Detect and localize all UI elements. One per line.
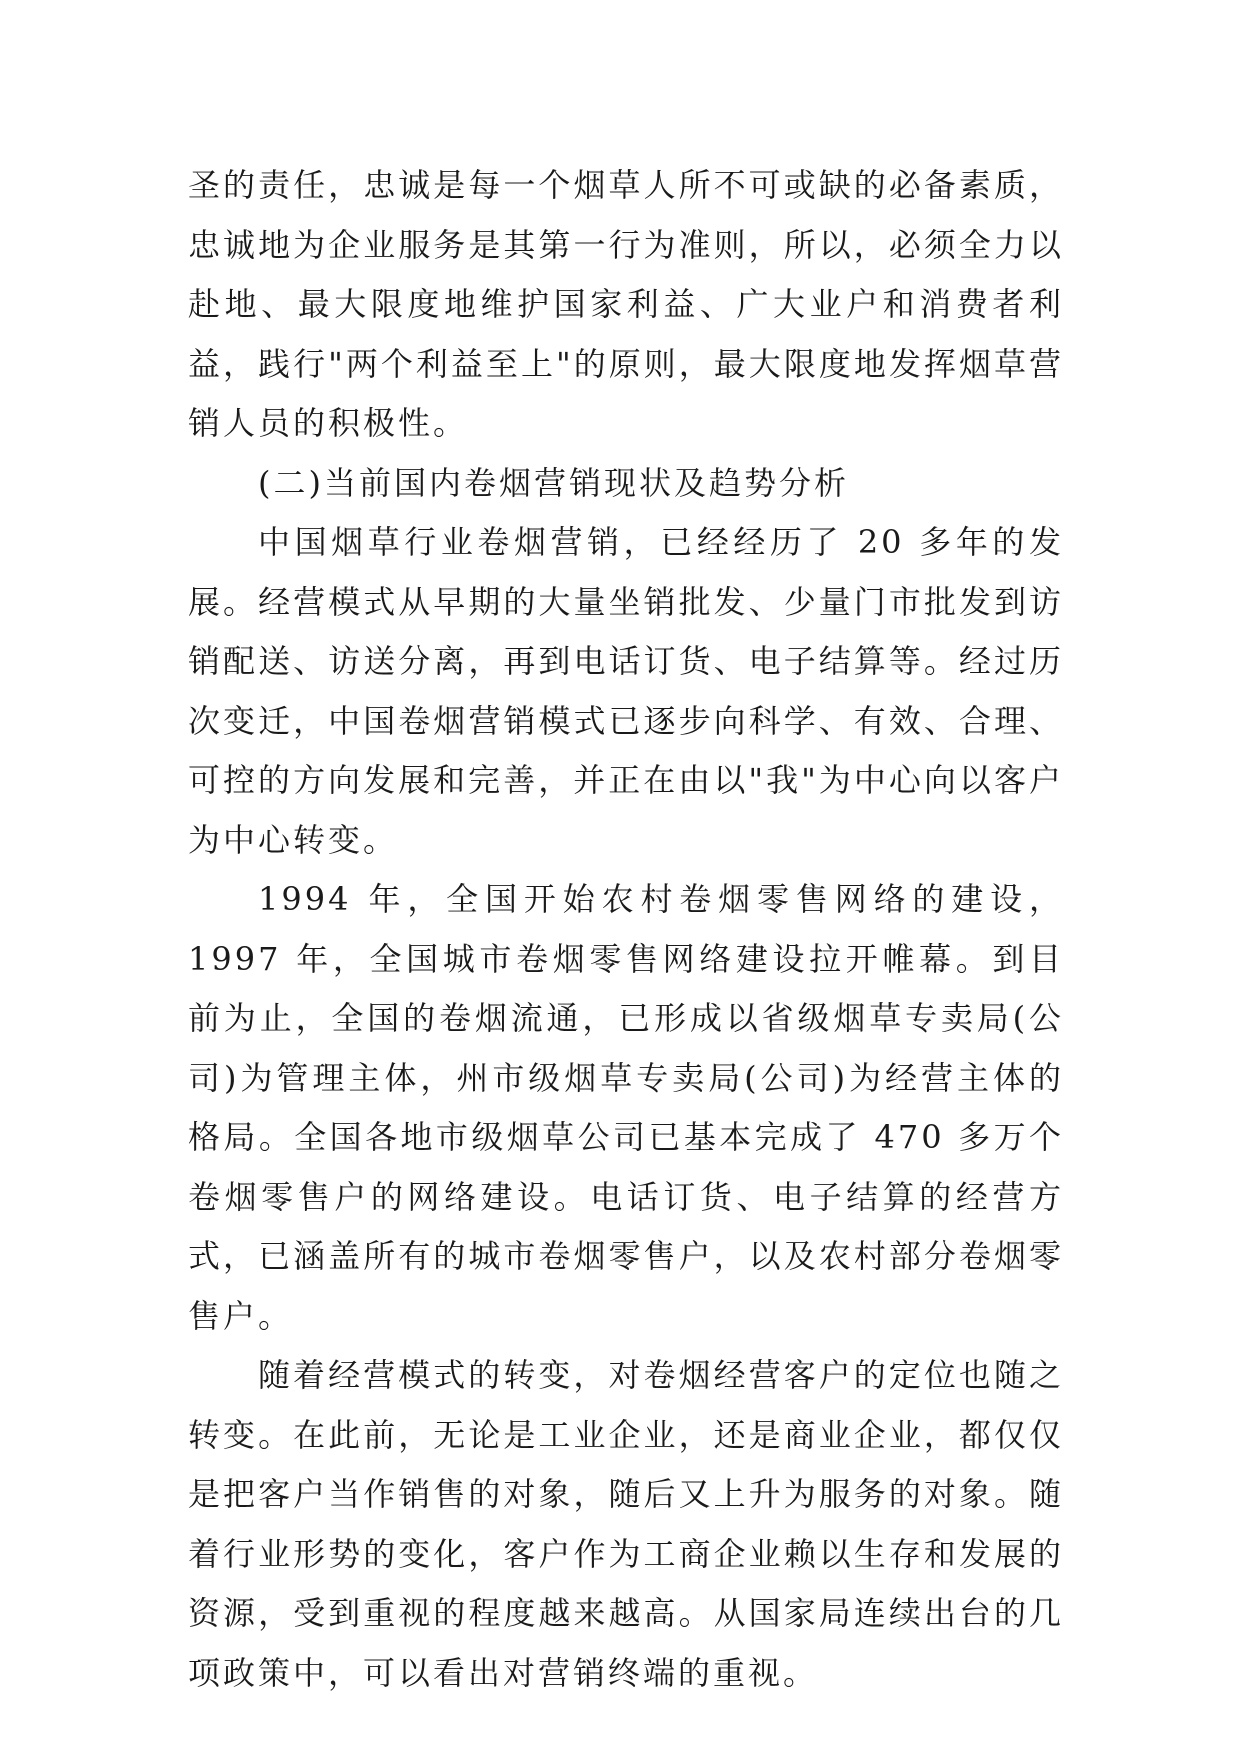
document-body (188, 156, 1064, 1703)
paragraph-continuation: 圣的责任，忠诚是每一个烟草人所不可或缺的必备素质，忠诚地为企业服务是其第一行为准则，所以，必须全力以赴地、最大限度地维护国家利益、广大业户和消费者利益，践行"两个利益至上"的原则，最大限度地发挥烟草营销人员的积极性。 (188, 166, 1064, 442)
section-heading: (二)当前国内卷烟营销现状及趋势分析 (258, 463, 849, 502)
paragraph-retail-network: 1994 年，全国开始农村卷烟零售网络的建设，1997 年，全国城市卷烟零售网络建设拉开帷幕。到目前为止，全国的卷烟流通，已形成以省级烟草专卖局(公司)为管理主体，州市级烟草专卖局(公司)为经营主体的格局。全国各地市级烟草公司已基本完成了 470 多万个卷烟零售户的网络建设。电话订货、电子结算的经营方式，已涵盖所有的城市卷烟零售户，以及农村部分卷烟零售户。 (188, 880, 1064, 1335)
paragraph-marketing-history: 中国烟草行业卷烟营销，已经经历了 20 多年的发展。经营模式从早期的大量坐销批发、少量门市批发到访销配送、访送分离，再到电话订货、电子结算等。经过历次变迁，中国卷烟营销模式已逐步向科学、有效、合理、可控的方向发展和完善，并正在由以"我"为中心向以客户为中心转变。 (188, 523, 1064, 859)
paragraph-customer-positioning: 随着经营模式的转变，对卷烟经营客户的定位也随之转变。在此前，无论是工业企业，还是商业企业，都仅仅是把客户当作销售的对象，随后又上升为服务的对象。随着行业形势的变化，客户作为工商企业赖以生存和发展的资源，受到重视的程度越来越高。从国家局连续出台的几项政策中，可以看出对营销终端的重视。 (188, 1356, 1064, 1692)
